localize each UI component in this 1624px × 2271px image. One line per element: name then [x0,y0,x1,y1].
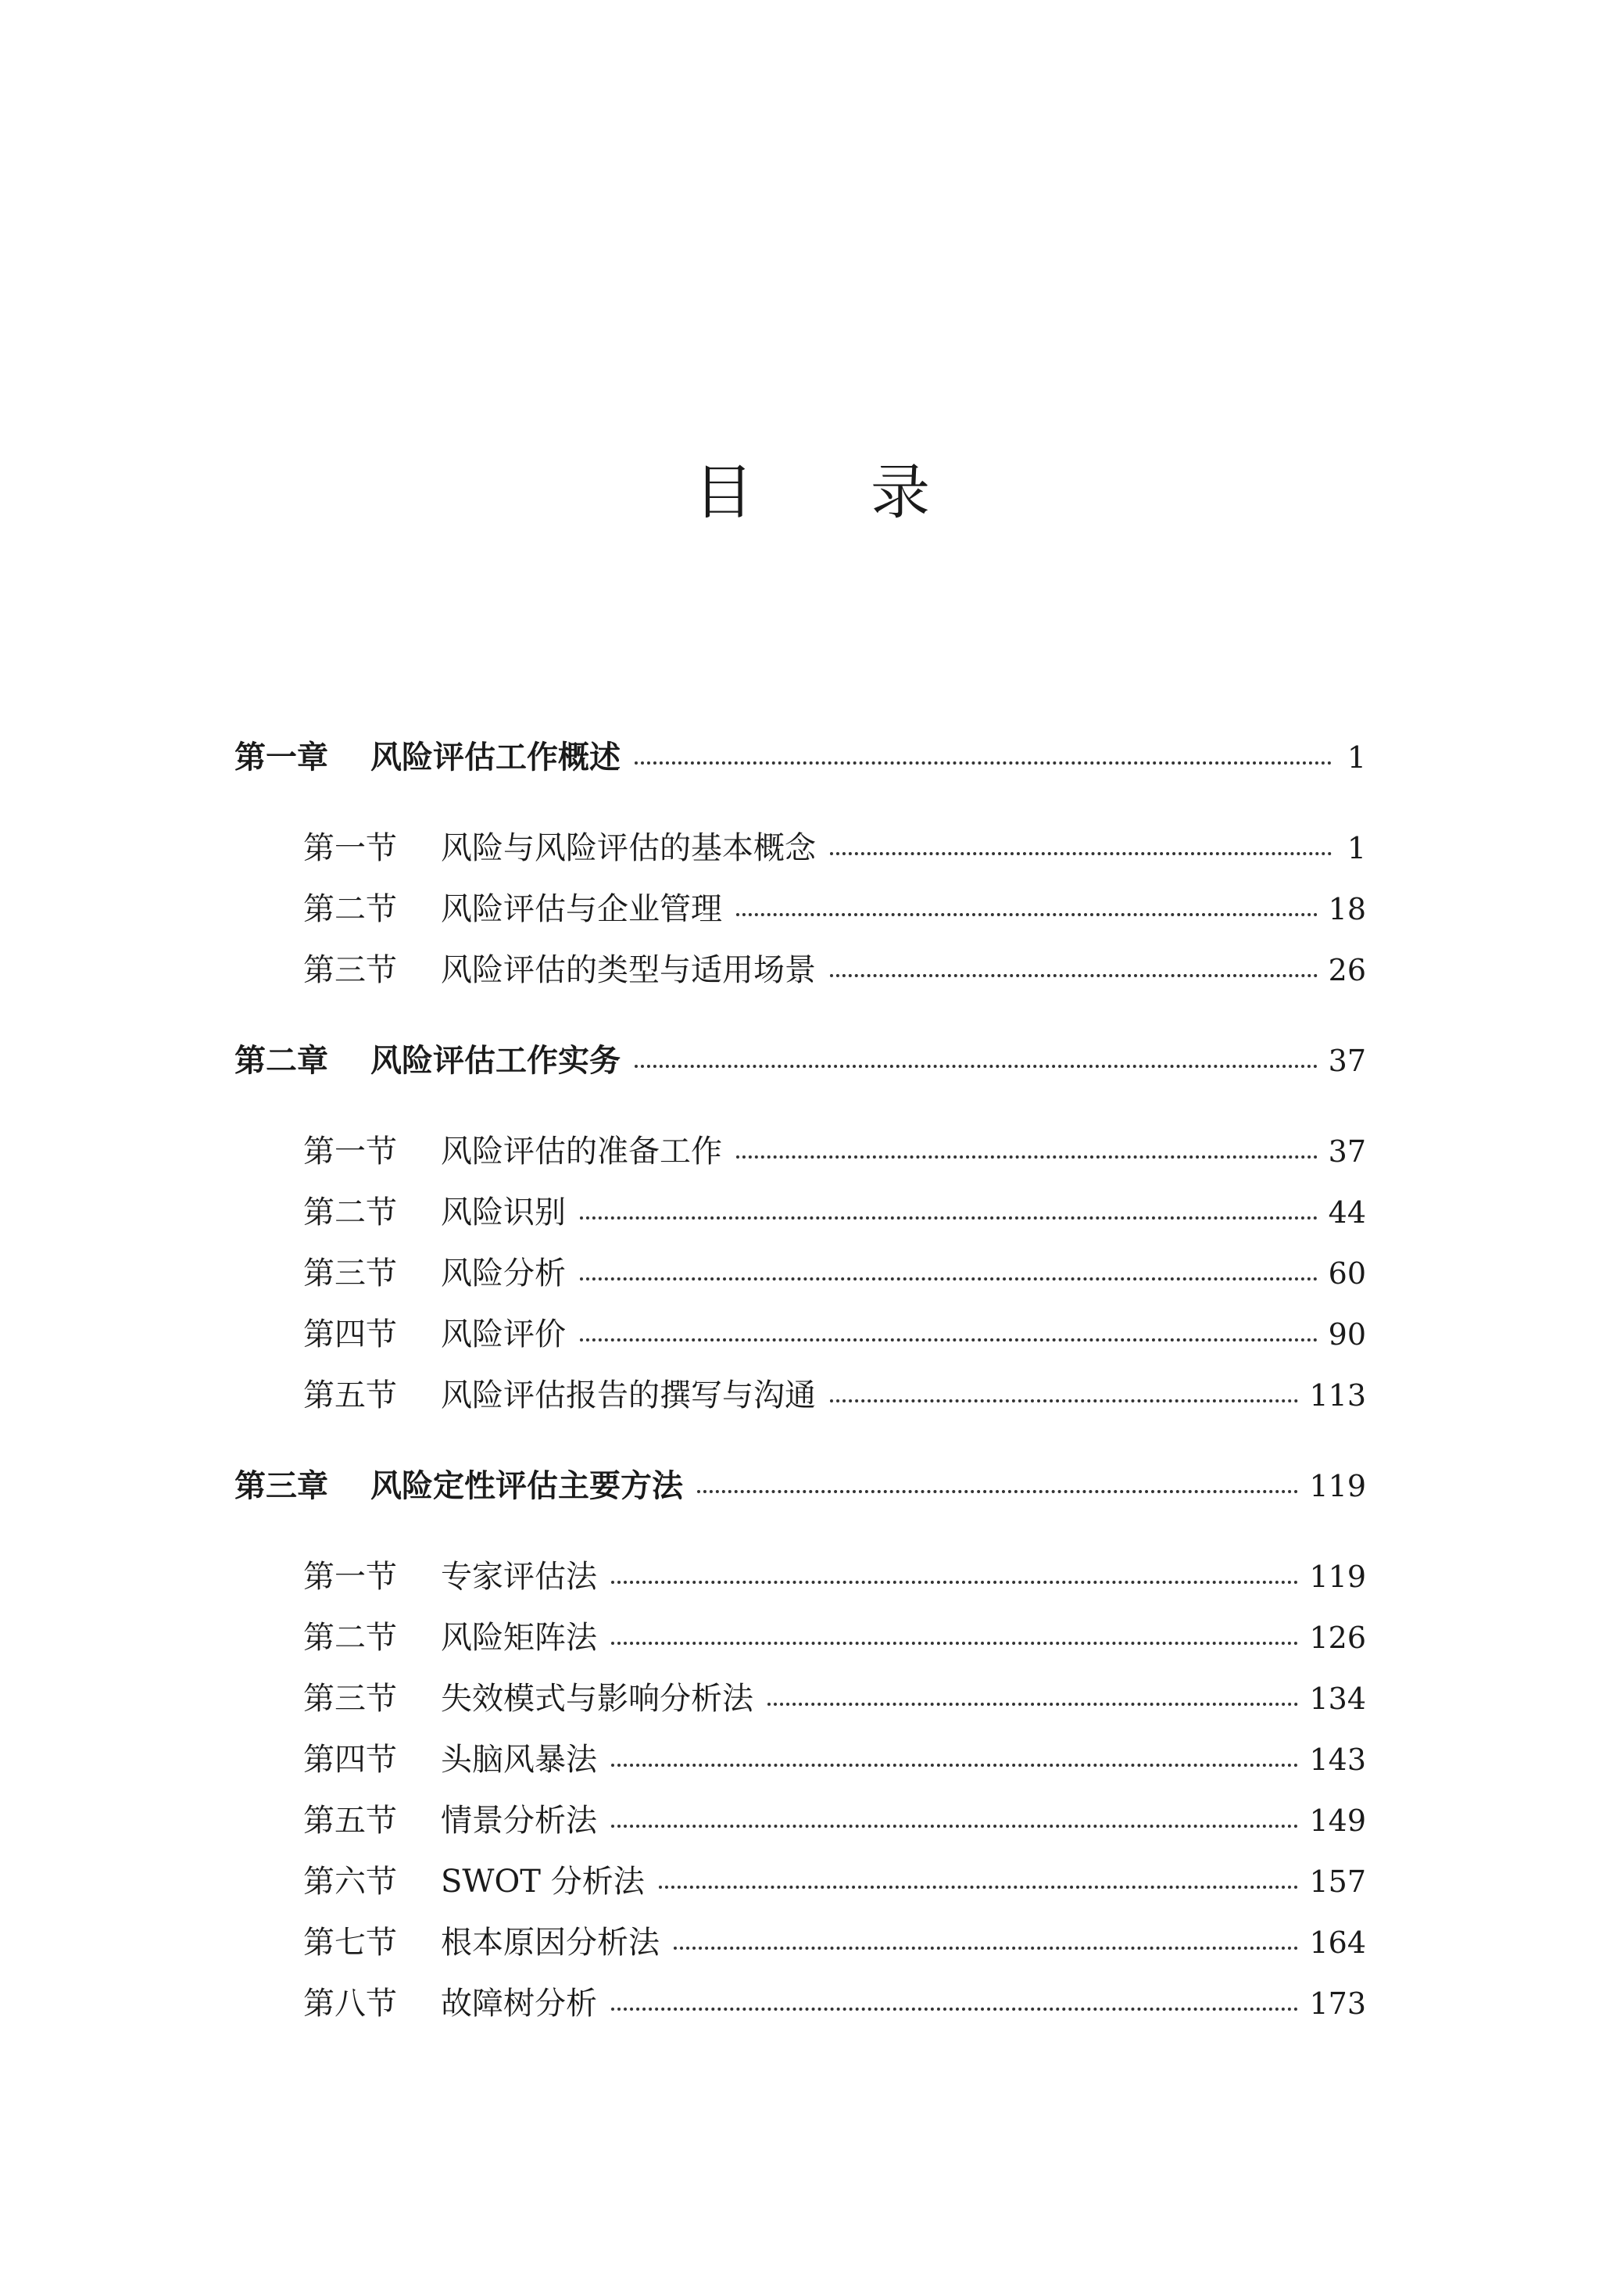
dot-leader [736,1155,1318,1159]
section-title: 情景分析法 [441,1803,597,1839]
section-number: 第四节 [303,1316,397,1352]
toc-section-entry[interactable] [234,1365,1366,1426]
section-number: 第七节 [303,1925,397,1961]
chapter-title: 风险评估工作概述 [370,740,621,776]
chapter-number: 第二章 [234,1043,328,1079]
dot-leader [674,1946,1298,1950]
page-number: 44 [1328,1195,1366,1230]
dot-leader [611,1641,1298,1645]
section-title: 故障树分析 [441,1986,597,2022]
section-title: 风险分析 [441,1255,566,1291]
dot-leader [635,1064,1318,1068]
title-char-1: 目 [694,457,753,527]
toc-section-entry[interactable] [234,1304,1366,1365]
dot-leader [611,2007,1298,2011]
toc-section-entry[interactable] [234,1790,1366,1851]
toc-section-entry[interactable] [234,1546,1366,1607]
section-title: 风险评估报告的撰写与沟通 [441,1377,816,1413]
section-title: 失效模式与影响分析法 [441,1681,753,1717]
section-number: 第二节 [303,1620,397,1656]
toc-section-entry[interactable] [234,1912,1366,1973]
title-char-2: 录 [871,457,930,527]
dot-leader [580,1277,1318,1281]
section-number: 第一节 [303,1559,397,1595]
chapter-2 [234,1030,1366,1426]
section-number: 第二节 [303,891,397,927]
dot-leader [830,973,1318,977]
chapter-title: 风险评估工作实务 [370,1043,621,1079]
dot-leader [697,1489,1298,1493]
dot-leader [830,1399,1298,1402]
page-number: 37 [1328,1044,1366,1078]
dot-leader [611,1763,1298,1767]
section-number: 第四节 [303,1742,397,1778]
section-title: 专家评估法 [441,1559,597,1595]
toc-section-entry[interactable] [234,879,1366,940]
section-number: 第五节 [303,1803,397,1839]
section-title: 风险评估的准备工作 [441,1134,722,1170]
chapter-3 [234,1456,1366,2034]
dot-leader [767,1702,1298,1706]
section-number: 第三节 [303,952,397,988]
page-number: 113 [1309,1378,1366,1413]
page-number: 173 [1309,1986,1366,2021]
toc-section-entry[interactable] [234,1851,1366,1912]
section-number: 第五节 [303,1377,397,1413]
section-number: 第三节 [303,1255,397,1291]
dot-leader [580,1216,1318,1220]
section-number: 第八节 [303,1986,397,2022]
toc-chapter-entry[interactable] [234,727,1366,788]
section-title: 头脑风暴法 [441,1742,597,1778]
page-number: 164 [1309,1925,1366,1960]
page-number: 119 [1309,1469,1366,1503]
page-title [0,452,1624,527]
toc-section-entry[interactable] [234,1973,1366,2034]
page-number: 1 [1347,831,1366,865]
dot-leader [611,1580,1298,1584]
page-number: 157 [1309,1864,1366,1899]
toc-section-entry[interactable] [234,940,1366,1001]
section-number: 第一节 [303,830,397,866]
toc-section-entry[interactable] [234,818,1366,879]
section-title: 风险与风险评估的基本概念 [441,830,816,866]
table-of-contents [234,727,1366,2034]
page-number: 37 [1328,1134,1366,1169]
toc-section-entry[interactable] [234,1121,1366,1182]
section-number: 第六节 [303,1864,397,1900]
dot-leader [635,761,1332,765]
chapter-number: 第一章 [234,740,328,776]
page-number: 60 [1328,1256,1366,1291]
toc-section-entry[interactable] [234,1729,1366,1790]
chapter-number: 第三章 [234,1468,328,1504]
page-number: 134 [1309,1682,1366,1716]
section-number: 第二节 [303,1195,397,1230]
section-title: 风险识别 [441,1195,566,1230]
page-number: 1 [1347,740,1366,775]
chapter-1 [234,727,1366,1001]
section-title: 风险评估的类型与适用场景 [441,952,816,988]
toc-section-entry[interactable] [234,1668,1366,1729]
page-number: 119 [1309,1560,1366,1594]
toc-chapter-entry[interactable] [234,1456,1366,1517]
section-title: SWOT 分析法 [441,1864,645,1900]
section-number: 第三节 [303,1681,397,1717]
toc-section-entry[interactable] [234,1182,1366,1243]
dot-leader [736,912,1318,916]
section-title: 风险评价 [441,1316,566,1352]
page-number: 126 [1309,1621,1366,1655]
section-title: 风险矩阵法 [441,1620,597,1656]
toc-section-entry[interactable] [234,1607,1366,1668]
section-number: 第一节 [303,1134,397,1170]
chapter-title: 风险定性评估主要方法 [370,1468,683,1504]
page-number: 26 [1328,953,1366,987]
dot-leader [611,1824,1298,1828]
page-number: 149 [1309,1804,1366,1838]
dot-leader [659,1885,1299,1889]
section-title: 根本原因分析法 [441,1925,660,1961]
page-number: 90 [1328,1317,1366,1352]
dot-leader [580,1338,1318,1341]
section-title: 风险评估与企业管理 [441,891,722,927]
dot-leader [830,851,1332,855]
toc-section-entry[interactable] [234,1243,1366,1304]
page-number: 18 [1328,892,1366,926]
page-number: 143 [1309,1743,1366,1777]
toc-chapter-entry[interactable] [234,1030,1366,1091]
